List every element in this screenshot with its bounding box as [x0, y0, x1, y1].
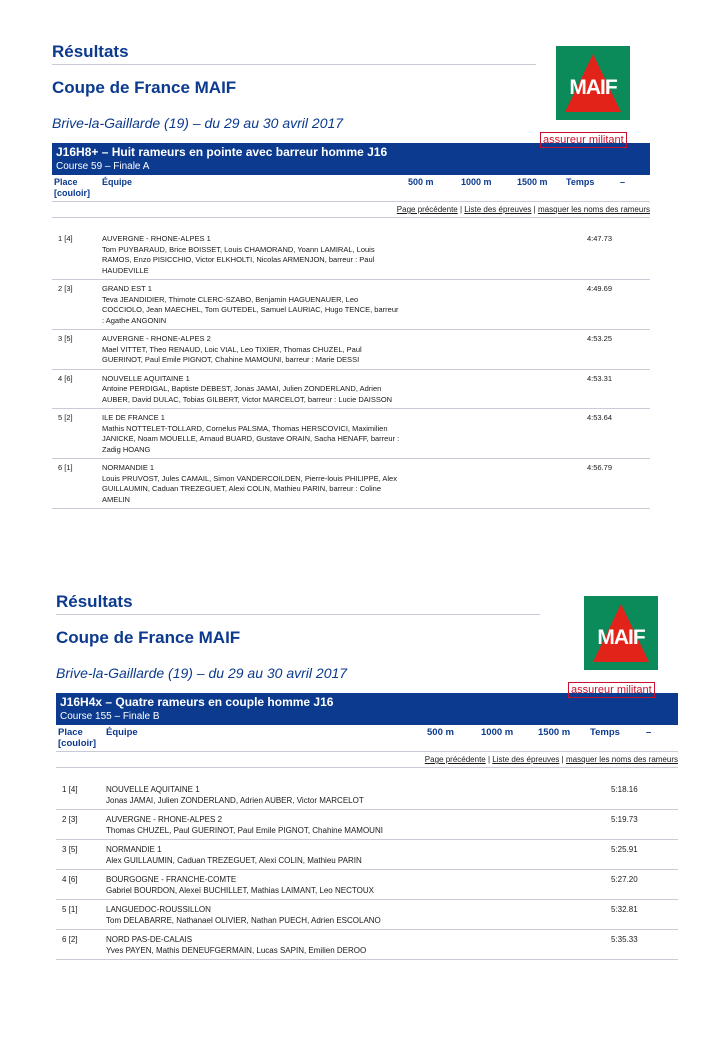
row-rowers: Tom DELABARRE, Nathanael OLIVIER, Nathan PUECH, Adrien ESCOLANO: [106, 916, 381, 925]
table-row: [56, 840, 678, 870]
table-row: [52, 280, 650, 330]
row-rowers: Alex GUILLAUMIN, Caduan TREZEGUET, Alexi COLIN, Mathieu PARIN: [106, 856, 362, 865]
results-heading: Résultats: [56, 592, 133, 611]
row-team: AUVERGNE - RHONE-ALPES 1: [102, 234, 211, 243]
col-place-label: Place: [54, 177, 78, 187]
link-separator: |: [457, 205, 465, 214]
row-team: AUVERGNE - RHONE-ALPES 2: [106, 815, 223, 824]
col-500m: 500 m: [427, 727, 454, 738]
col-time: Temps: [590, 727, 620, 738]
col-place: [54, 177, 90, 199]
row-time: 4:53.64: [587, 413, 613, 422]
event-list-link[interactable]: Liste des épreuves: [492, 755, 560, 764]
row-time: 5:35.33: [611, 935, 638, 944]
logo-text: MAIF: [597, 626, 645, 649]
row-place: 2 [3]: [58, 284, 73, 293]
row-place: 5 [1]: [62, 905, 78, 914]
row-place: 4 [6]: [58, 373, 73, 383]
row-rowers: Antoine PERDIGAL, Baptiste DEBEST, Jonas JAMAI, Julien ZONDERLAND, Adrien AUBER, David DULAC, Tobias GILBERT, Victor MARCELOT, barreur : Lucie DAISSON: [102, 384, 393, 404]
col-500m: 500 m: [408, 177, 434, 187]
row-place: 1 [4]: [58, 234, 73, 243]
logo-tagline: assureur militant: [568, 682, 655, 698]
col-1500m: 1500 m: [517, 177, 548, 187]
col-dash: –: [646, 727, 652, 738]
row-team: LANGUEDOC-ROUSSILLON: [106, 905, 211, 914]
row-rowers: Tom PUYBARAUD, Brice BOISSET, Louis CHAMORAND, Yoann LAMIRAL, Louis RAMOS, Enzo PISICCHIO, Victor ELKHOLTI, Nicolas ARMENJON, barreur : Paul HAUDEVILLE: [102, 244, 375, 275]
row-place: 3 [5]: [62, 845, 78, 854]
row-time: 5:18.16: [611, 785, 638, 794]
prev-page-link[interactable]: Page précédente: [396, 205, 458, 214]
table-row: [52, 230, 650, 280]
maif-logo-icon: [556, 46, 630, 120]
col-team: Équipe: [102, 177, 133, 187]
column-headers: [52, 175, 650, 202]
row-time: 4:53.25: [587, 334, 613, 343]
row-time: 4:53.31: [587, 373, 613, 383]
col-place: [58, 727, 96, 749]
row-time: 4:56.79: [587, 463, 613, 472]
col-place-label: Place: [58, 727, 83, 738]
row-team: NOUVELLE AQUITAINE 1: [102, 373, 190, 383]
row-time: 4:49.69: [587, 284, 613, 293]
row-time: 5:27.20: [611, 875, 638, 884]
row-rowers: Gabriel BOURDON, Alexeï BUCHILLET, Mathias LAIMANT, Leo NECTOUX: [106, 886, 374, 895]
row-rowers: Thomas CHUZEL, Paul GUERINOT, Paul Emile PIGNOT, Chahine MAMOUNI: [106, 826, 383, 835]
hide-rowers-link[interactable]: masquer les noms des rameurs: [537, 205, 650, 214]
col-1500m: 1500 m: [538, 727, 571, 738]
col-time: Temps: [566, 177, 595, 187]
row-team: NORD PAS-DE-CALAIS: [106, 935, 193, 944]
table-row: [56, 900, 678, 930]
hide-rowers-link[interactable]: masquer les noms des rameurs: [565, 755, 678, 764]
event-subtitle: Course 155 – Finale B: [60, 711, 160, 722]
row-rowers: Jonas JAMAI, Julien ZONDERLAND, Adrien AUBER, Victor MARCELOT: [106, 796, 364, 805]
row-team: BOURGOGNE - FRANCHE-COMTE: [106, 875, 237, 884]
row-rowers: Yves PAYEN, Mathis DENEUFGERMAIN, Lucas SAPIN, Emilien DEROO: [106, 946, 367, 955]
column-headers: [56, 725, 678, 752]
table-row: [56, 930, 678, 960]
cup-title: Coupe de France MAIF: [52, 78, 237, 97]
heading-divider: [56, 614, 540, 615]
table-row: [52, 459, 650, 509]
row-team: NOUVELLE AQUITAINE 1: [106, 785, 200, 794]
row-team: NORMANDIE 1: [102, 463, 155, 472]
table-row: [52, 409, 650, 459]
row-time: 4:47.73: [587, 234, 613, 243]
table-row: [52, 370, 650, 410]
results-section-2: [56, 590, 678, 960]
row-rowers: Mathis NOTTELET-TOLLARD, Cornelus PALSMA, Thomas HERSCOVICI, Maximilien JANICKE, Noam MOUELLE, Arnaud BUARD, Gustave ORAIN, Sacha HENAFF, barreur : Zadig HOANG: [102, 423, 400, 454]
row-rowers: Teva JEANDIDIER, Thimote CLERC-SZABO, Benjamin HAGUENAUER, Leo COCCIOLO, Jean MAECHEL, Tom GUTEDEL, Samuel LAURIAC, Hugo TENCE, barreur : Agathe ANGONIN: [102, 294, 399, 325]
link-separator: |: [559, 755, 566, 764]
maif-logo: [568, 596, 668, 698]
row-place: 2 [3]: [62, 815, 78, 824]
cup-title: Coupe de France MAIF: [56, 628, 241, 647]
event-subtitle: Course 59 – Finale A: [56, 161, 150, 172]
link-separator: |: [485, 755, 493, 764]
prev-page-link[interactable]: Page précédente: [424, 755, 486, 764]
results-table: [56, 780, 678, 960]
nav-links: [52, 202, 650, 218]
row-place: 5 [2]: [58, 413, 73, 422]
col-1000m: 1000 m: [461, 177, 492, 187]
table-row: [52, 330, 650, 370]
event-title: J16H8+ – Huit rameurs en pointe avec barreur homme J16: [56, 145, 388, 159]
results-section-1: [52, 40, 650, 509]
row-place: 4 [6]: [62, 875, 78, 884]
results-heading: Résultats: [52, 42, 129, 61]
col-lane-label: [couloir]: [58, 738, 96, 749]
table-row: [56, 810, 678, 840]
link-separator: |: [531, 205, 538, 214]
event-location: Brive-la-Gaillarde (19) – du 29 au 30 avril 2017: [56, 665, 348, 681]
logo-tagline: assureur militant: [540, 132, 627, 148]
maif-logo: [540, 46, 640, 148]
heading-divider: [52, 64, 536, 65]
row-time: 5:19.73: [611, 815, 638, 824]
col-lane-label: [couloir]: [54, 188, 90, 198]
row-place: 1 [4]: [62, 785, 78, 794]
row-place: 6 [1]: [58, 463, 73, 472]
row-time: 5:32.81: [611, 905, 638, 914]
row-place: 3 [5]: [58, 334, 73, 343]
logo-text: MAIF: [569, 76, 617, 99]
row-rowers: Louis PRUVOST, Jules CAMAIL, Simon VANDERCOILDEN, Pierre-louis PHILIPPE, Alex GUILLAUMIN, Caduan TREZEGUET, Alexi COLIN, Mathieu PARIN, barreur : Coline AMELIN: [102, 473, 397, 504]
event-list-link[interactable]: Liste des épreuves: [464, 205, 532, 214]
row-team: GRAND EST 1: [102, 284, 152, 293]
table-row: [56, 780, 678, 810]
col-dash: –: [620, 177, 626, 187]
event-title: J16H4x – Quatre rameurs en couple homme J16: [60, 695, 334, 709]
row-team: ILE DE FRANCE 1: [102, 413, 165, 422]
results-table: [52, 230, 650, 509]
row-time: 5:25.91: [611, 845, 638, 854]
col-1000m: 1000 m: [481, 727, 514, 738]
row-rowers: Mael VITTET, Theo RENAUD, Loic VIAL, Leo TIXIER, Thomas CHUZEL, Paul GUERINOT, Paul Emile PIGNOT, Chahine MAMOUNI, barreur : Marie DESSI: [102, 344, 362, 364]
maif-logo-icon: [584, 596, 658, 670]
event-location: Brive-la-Gaillarde (19) – du 29 au 30 avril 2017: [52, 115, 344, 131]
col-team: Équipe: [106, 727, 138, 738]
row-team: NORMANDIE 1: [106, 845, 162, 854]
table-row: [56, 870, 678, 900]
nav-links: [56, 752, 678, 768]
row-team: AUVERGNE - RHONE-ALPES 2: [102, 334, 211, 343]
row-place: 6 [2]: [62, 935, 78, 944]
